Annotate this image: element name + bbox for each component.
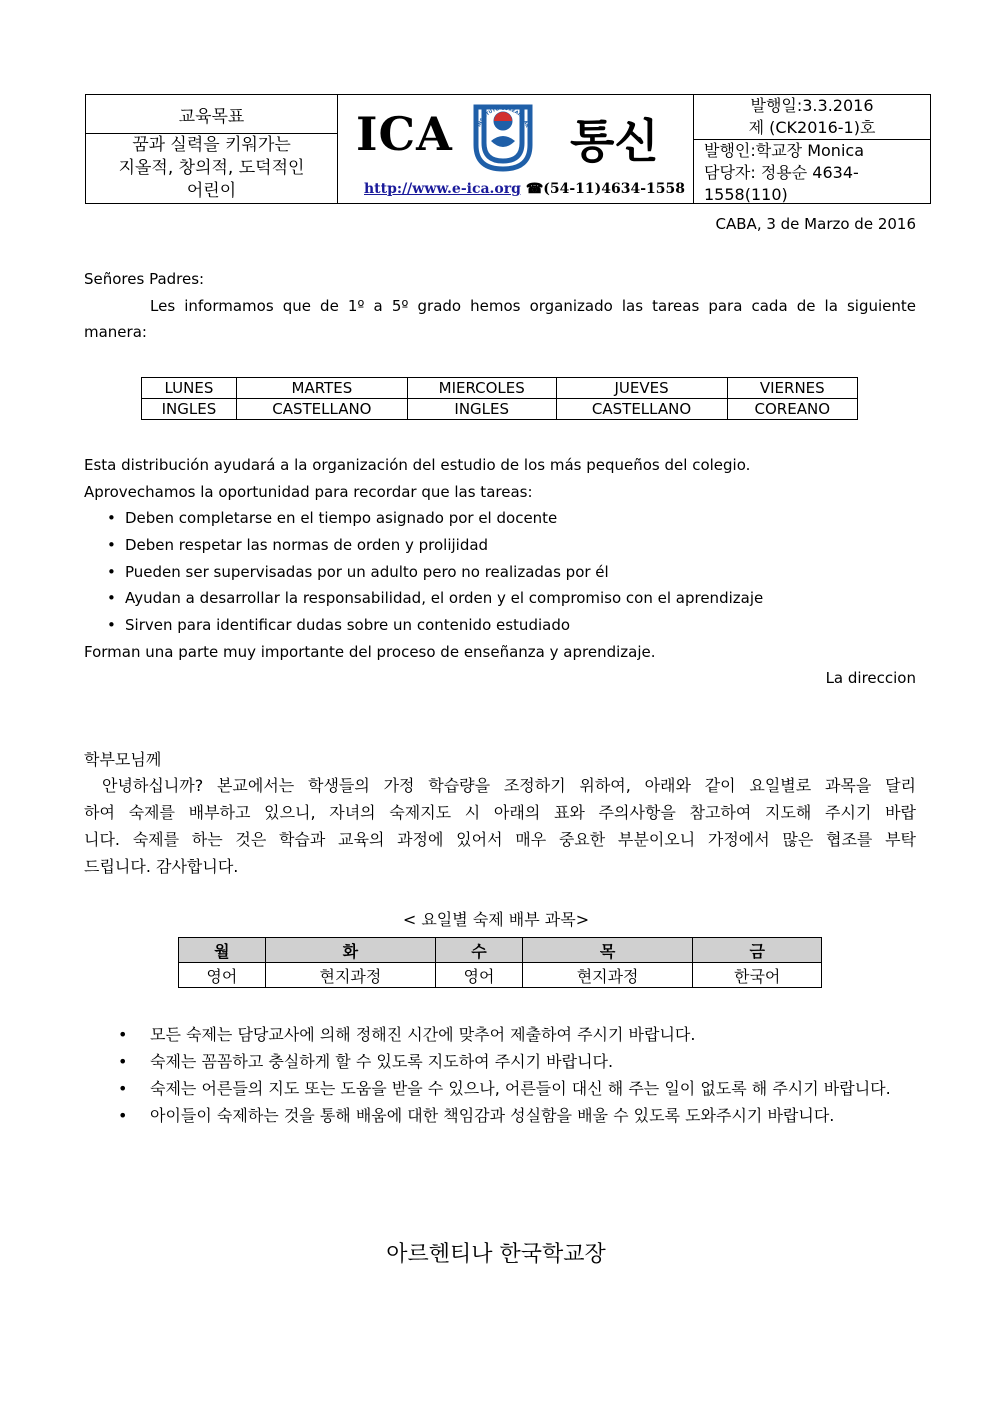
schedule-subject-cell: 현지과정 xyxy=(265,963,436,988)
schedule-day-cell: VIERNES xyxy=(727,378,857,399)
list-item: • Sirven para identificar dudas sobre un contenido estudiado xyxy=(107,612,763,639)
contact-person: 담당자: 정용순 4634-1558(110) xyxy=(704,163,859,204)
newsletter-title: 통신 xyxy=(570,114,659,168)
korean-body-line: 니다. 숙제를 하는 것은 학습과 교육의 과정에 있어서 매우 중요한 부분이오니 가정에서 많은 협조를 부탁 xyxy=(84,830,916,849)
school-website-link[interactable]: http://www.e-ica.org xyxy=(364,181,521,197)
list-item: • Ayudan a desarrollar la responsabilidad, el orden y el compromiso con el aprendizaje xyxy=(107,585,763,612)
korean-signature: 아르헨티나 한국학교장 xyxy=(386,1242,606,1267)
brand-cell xyxy=(338,95,694,203)
issue-date: 발행일:3.3.2016 xyxy=(750,96,874,115)
spanish-paragraph: Aprovechamos la oportunidad para recordar que las tareas: xyxy=(84,483,533,501)
schedule-subject-cell: 영어 xyxy=(436,963,523,988)
list-item: • 숙제는 꼼꼼하고 충실하게 할 수 있도록 지도하여 주시기 바랍니다. xyxy=(118,1048,916,1075)
schedule-day-cell: JUEVES xyxy=(556,378,727,399)
schedule-days-row xyxy=(142,378,858,399)
korean-body-line: 안녕하십니까? 본교에서는 학생들의 가정 학습량을 조정하기 위하여, 아래와 같이 요일별로 과목을 달리 xyxy=(102,776,916,795)
spanish-schedule-table xyxy=(141,377,858,420)
schedule-day-cell: MARTES xyxy=(236,378,407,399)
schedule-subjects-row xyxy=(179,963,822,988)
goal-line: 꿈과 실력을 키워가는 xyxy=(132,135,291,155)
spanish-paragraph: Esta distribución ayudará a la organización del estudio de los más pequeños del colegio. xyxy=(84,456,751,474)
education-goal-text xyxy=(86,134,337,203)
spanish-closing: Forman una parte muy importante del proceso de enseñanza y aprendizaje. xyxy=(84,643,656,661)
schedule-subject-cell: 현지과정 xyxy=(522,963,693,988)
goal-line: 지올적, 창의적, 도덕적인 xyxy=(118,158,305,178)
newsletter-header xyxy=(85,94,931,204)
schedule-day-cell: 화 xyxy=(265,938,436,963)
list-item: • Pueden ser supervisadas por un adulto pero no realizadas por él xyxy=(107,559,763,586)
contact-line xyxy=(364,181,685,197)
schedule-subject-cell: INGLES xyxy=(142,399,237,420)
schedule-subject-cell: 한국어 xyxy=(693,963,822,988)
issue-number: 제 (CK2016-1)호 xyxy=(748,118,876,137)
korean-body-line: 드립니다. 감사합니다. xyxy=(84,857,239,876)
issue-info-cell xyxy=(694,95,930,203)
place-date: CABA, 3 de Marzo de 2016 xyxy=(715,215,916,233)
korean-bullet-list xyxy=(118,1021,916,1129)
goal-line: 어린이 xyxy=(186,181,237,201)
korean-body xyxy=(84,772,916,880)
schedule-subject-cell: INGLES xyxy=(407,399,556,420)
list-item: • Deben completarse en el tiempo asignado por el docente xyxy=(107,505,763,532)
schedule-subject-cell: CASTELLANO xyxy=(236,399,407,420)
spanish-intro-line: Les informamos que de 1º a 5º grado hemos organizado las tareas para cada de la siguiente xyxy=(150,297,916,315)
list-item: • 모든 숙제는 담당교사에 의해 정해진 시간에 맞추어 제출하여 주시기 바랍니다. xyxy=(118,1021,916,1048)
publisher: 발행인:학교장 Monica xyxy=(704,141,864,160)
publisher-info xyxy=(694,140,930,206)
schedule-day-cell: LUNES xyxy=(142,378,237,399)
brand-name: ICA xyxy=(356,107,453,161)
korean-body-line: 하여 숙제를 배부하고 있으니, 자녀의 숙제지도 시 아래의 표와 주의사항을 참고하여 지도해 주시기 바랍 xyxy=(84,803,916,822)
spanish-intro-line: manera: xyxy=(84,323,147,341)
schedule-subject-cell: COREANO xyxy=(727,399,857,420)
schedule-days-row xyxy=(179,938,822,963)
korean-salutation: 학부모님께 xyxy=(84,750,162,769)
school-logo-icon xyxy=(466,101,540,173)
list-item: • Deben respetar las normas de orden y prolijidad xyxy=(107,532,763,559)
list-item: • 숙제는 어른들의 지도 또는 도움을 받을 수 있으나, 어른들이 대신 해 주는 일이 없도록 해 주시기 바랍니다. xyxy=(118,1075,916,1102)
list-item: • 아이들이 숙제하는 것을 통해 배움에 대한 책임감과 성실함을 배울 수 있도록 도와주시기 바랍니다. xyxy=(118,1102,916,1129)
schedule-day-cell: MIERCOLES xyxy=(407,378,556,399)
korean-schedule-table xyxy=(178,937,822,988)
spanish-signature: La direccion xyxy=(825,669,916,687)
schedule-subjects-row xyxy=(142,399,858,420)
schedule-day-cell: 금 xyxy=(693,938,822,963)
spanish-bullet-list xyxy=(107,505,763,639)
spanish-salutation: Señores Padres: xyxy=(84,270,205,288)
school-phone: ☎(54-11)4634-1558 xyxy=(525,181,686,197)
schedule-subject-cell: 영어 xyxy=(179,963,266,988)
education-goal-label: 교육목표 xyxy=(86,95,337,134)
korean-table-title: < 요일별 숙제 배부 과목> xyxy=(402,910,590,929)
schedule-day-cell: 월 xyxy=(179,938,266,963)
schedule-day-cell: 목 xyxy=(522,938,693,963)
schedule-subject-cell: CASTELLANO xyxy=(556,399,727,420)
schedule-day-cell: 수 xyxy=(436,938,523,963)
svg-text:INSTITUTO COREANO ARGENTINO: INSTITUTO COREANO AR xyxy=(477,106,530,129)
issue-info xyxy=(694,95,930,140)
education-goal-cell xyxy=(86,95,338,203)
